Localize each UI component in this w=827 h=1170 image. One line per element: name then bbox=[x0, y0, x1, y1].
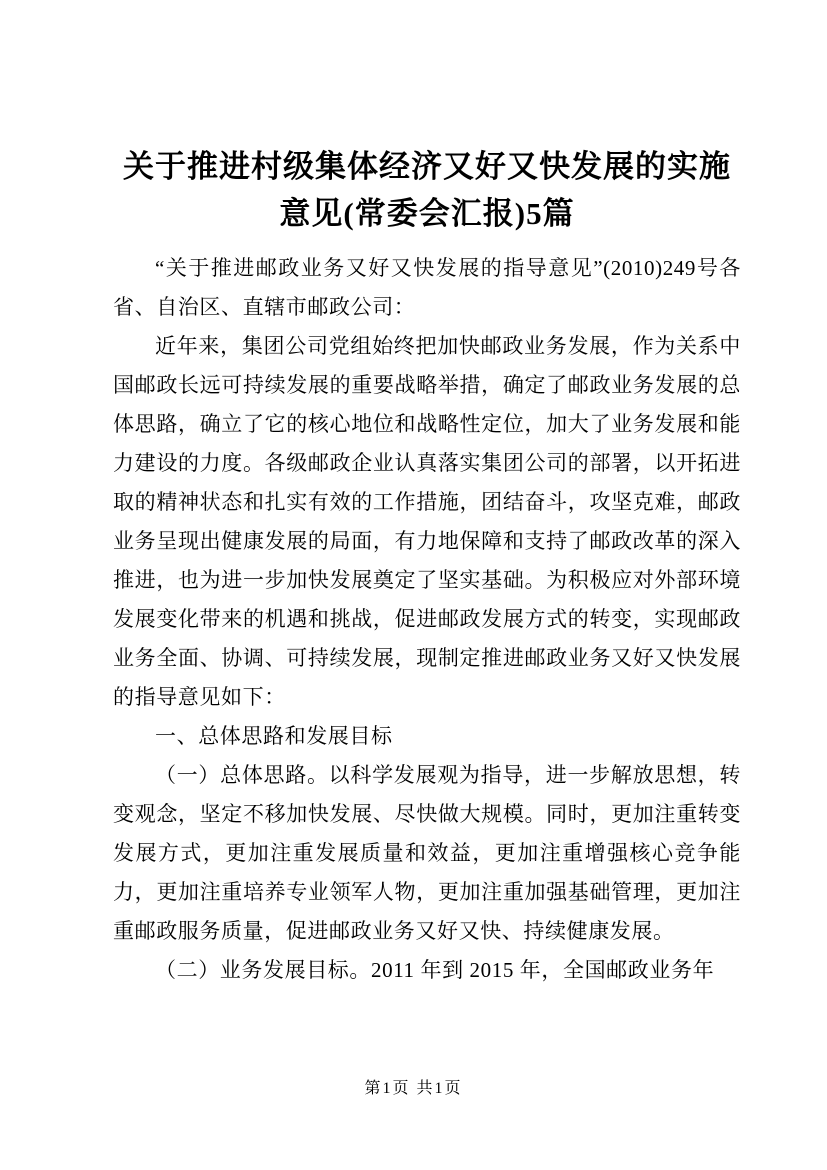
page-number-footer: 第1页 共1页 bbox=[364, 1080, 463, 1097]
document-title: 关于推进村级集体经济又好又快发展的实施意见(常委会汇报)5篇 bbox=[123, 149, 731, 231]
paragraph-salutation: “关于推进邮政业务又好又快发展的指导意见”(2010)249号各省、自治区、直辖市邮政公司： bbox=[113, 256, 741, 319]
paragraph-overall-approach: （一）总体思路。以科学发展观为指导，进一步解放思想，转变观念，坚定不移加快发展、尽快做大规模。同时，更加注重转变发展方式，更加注重发展质量和效益，更加注重增强核心竞争能力，更加注重培养专业领军人物，更加注重加强基础管理，更加注重邮政服务质量，促进邮政业务又好又快、持续健康发展。 bbox=[113, 763, 741, 943]
paragraph-development-goal: （二）业务发展目标。2011 年到 2015 年，全国邮政业务年 bbox=[155, 958, 715, 982]
paragraph-section-heading: 一、总体思路和发展目标 bbox=[155, 724, 393, 748]
paragraph-body-intro: 近年来，集团公司党组始终把加快邮政业务发展，作为关系中国邮政长远可持续发展的重要战略举措，确定了邮政业务发展的总体思路，确立了它的核心地位和战略性定位，加大了业务发展和能力建设的力度。各级邮政企业认真落实集团公司的部署，以开拓进取的精神状态和扎实有效的工作措施，团结奋斗，攻坚克难，邮政业务呈现出健康发展的局面，有力地保障和支持了邮政改革的深入推进，也为进一步加快发展奠定了坚实基础。为积极应对外部环境发展变化带来的机遇和挑战，促进邮政发展方式的转变，实现邮政业务全面、协调、可持续发展，现制定推进邮政业务又好又快发展的指导意见如下： bbox=[113, 334, 741, 709]
